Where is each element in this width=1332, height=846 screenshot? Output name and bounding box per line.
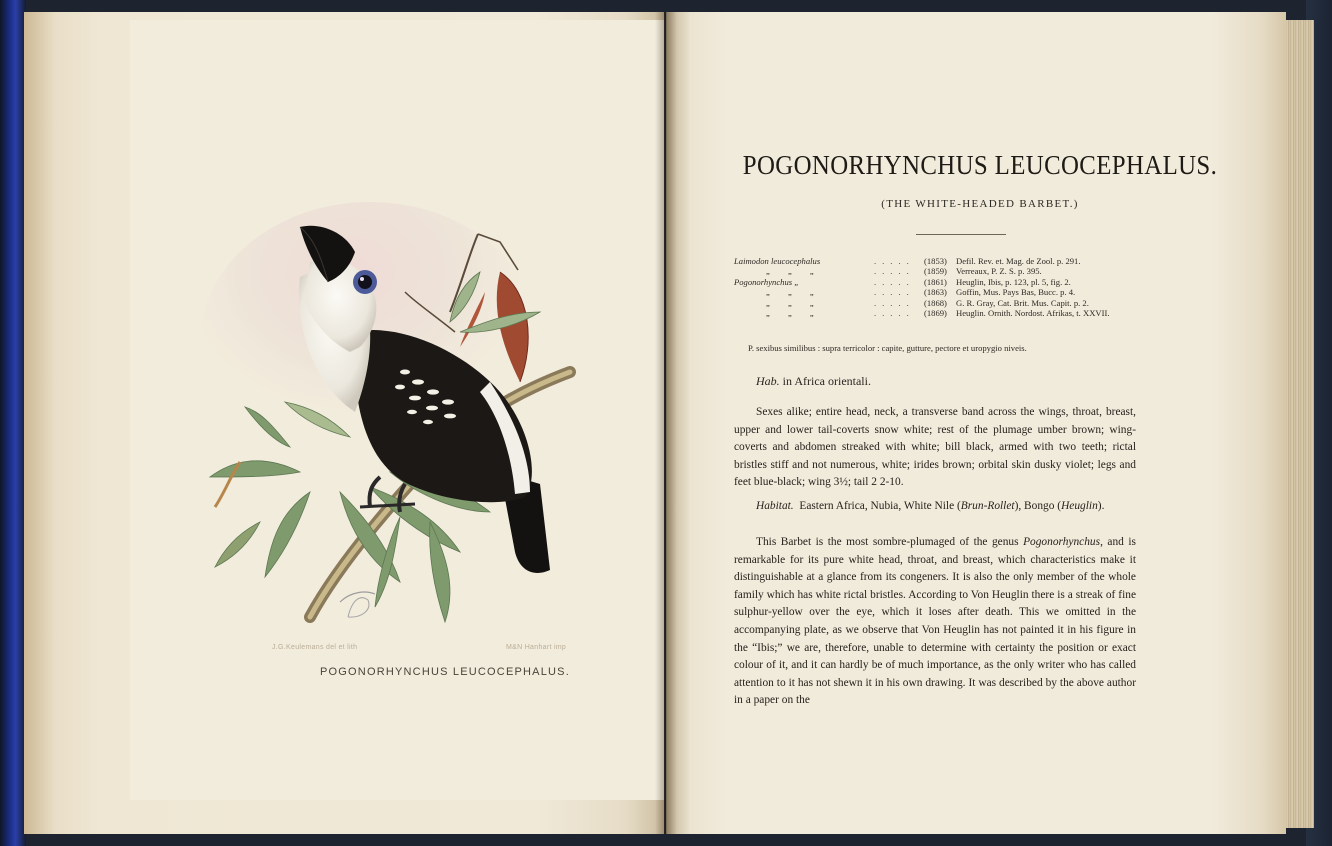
- synonym-name: „ „ „: [766, 266, 822, 277]
- habitat-paragraph: [734, 498, 1136, 516]
- synonym-year: (1859): [924, 266, 947, 277]
- synonym-year: (1869): [924, 307, 947, 318]
- synonym-reference: Goffin, Mus. Pays Bas, Bucc. p. 4.: [956, 287, 1076, 298]
- artist-credit: J.G.Keulemans del et lith: [272, 644, 358, 651]
- synonymy-row: [734, 298, 1154, 308]
- synonymy-row: [734, 256, 1154, 266]
- synonym-name: Pogonorhynchus „: [734, 276, 800, 287]
- synonym-name: „ „ „: [766, 307, 822, 318]
- plate-caption: POGONORHYNCHUS LEUCOCEPHALUS.: [320, 666, 570, 678]
- latin-habitat-label: Hab.: [756, 374, 780, 388]
- habitat-authority-2: Heuglin: [1061, 500, 1098, 512]
- synonym-name: „ „ „: [766, 297, 822, 308]
- synonym-name: Laimodon leucocephalus: [734, 256, 821, 266]
- synonym-name: „ „ „: [766, 287, 822, 298]
- description-paragraph: [734, 404, 1136, 492]
- habitat-authority-1: Brun-Rollet: [960, 500, 1015, 512]
- synonym-reference: Heuglin, Ibis, p. 123, pl. 5, fig. 2.: [956, 276, 1071, 287]
- synonym-reference: Heuglin. Ornith. Nordost. Afrikas, t. XXVII.: [956, 307, 1110, 318]
- species-title: POGONORHYNCHUS LEUCOCEPHALUS.: [742, 150, 1218, 180]
- habitat-label: Habitat.: [756, 500, 794, 512]
- leader-dots: .....: [874, 256, 915, 266]
- leader-dots: .....: [874, 287, 915, 298]
- latin-habitat-text: in Africa orientali.: [782, 374, 871, 388]
- synonym-reference: Defil. Rev. et. Mag. de Zool. p. 291.: [956, 256, 1081, 266]
- page-edges: [1284, 20, 1314, 828]
- discussion-text-b: , and is remarkable for its pure white head, throat, and breast, which characteristics make it distinguishable at a glance from its congeners. It is also the only member of the whole family which has white rictal bristles. According to Von Heuglin there is a streak of fine sulphur-yellow over the eye, which it loses after death. This we omitted in the accompanying plate, as we observe that Von Heuglin has not painted it in his figure in the “Ibis;” we are, therefore, unable to determine with certainty the position or exact colour of it, and it can hardly be of much importance, as the only writer who has called attention to it has not shewn it in his own drawing. It was described by the above author in a paper on the: [734, 536, 1136, 707]
- title-rule: [916, 234, 1006, 235]
- book-cover-left: [0, 0, 26, 846]
- synonym-year: (1863): [924, 287, 947, 298]
- synonymy-list: [734, 256, 1154, 318]
- description-text: Sexes alike; entire head, neck, a transverse band across the wings, throat, breast, upper and lower tail-coverts snow white; rest of the plumage umber brown; wing-coverts and abdomen streaked with white; bill black, armed with two teeth; rictal bristles stiff and not numerous, white; irides brown; orbital skin dusky violet; legs and feet blue-black; wing 3½; tail 2 2-10.: [734, 406, 1136, 489]
- printer-credit: M&N Hanhart imp: [506, 644, 567, 651]
- common-name: (THE WHITE-HEADED BARBET.): [881, 198, 1079, 210]
- synonym-year: (1868): [924, 297, 947, 308]
- synonym-year: (1853): [924, 256, 947, 266]
- habitat-line: [734, 498, 1136, 516]
- synonymy-row: [734, 308, 1154, 318]
- synonymy-row: [734, 287, 1154, 297]
- synonymy-row: [734, 277, 1154, 287]
- synonym-reference: G. R. Gray, Cat. Brit. Mus. Capit. p. 2.: [956, 297, 1089, 308]
- leader-dots: .....: [874, 297, 915, 308]
- habitat-text-c: ).: [1097, 500, 1105, 512]
- discussion-text-a: This Barbet is the most sombre-plumaged of the genus: [756, 536, 1024, 548]
- leader-dots: .....: [874, 266, 915, 277]
- leader-dots: .....: [874, 276, 915, 287]
- discussion-paragraph: [734, 534, 1136, 707]
- book-gutter: [655, 12, 677, 834]
- latin-habitat: [756, 374, 871, 389]
- habitat-text-b: ), Bongo (: [1014, 500, 1062, 512]
- synonymy-row: [734, 266, 1154, 276]
- barbet-illustration: [200, 222, 590, 632]
- synonym-year: (1861): [924, 276, 947, 287]
- habitat-text-a: Eastern Africa, Nubia, White Nile (: [799, 500, 961, 512]
- discussion-genus: Pogonorhynchus: [1023, 536, 1101, 548]
- latin-diagnosis: P. sexibus similibus : supra terricolor : capite, gutture, pectore et uropygio niveis.: [748, 343, 1027, 353]
- synonym-reference: Verreaux, P. Z. S. p. 395.: [956, 266, 1042, 277]
- discussion-text: [734, 534, 1136, 710]
- leader-dots: .....: [874, 307, 915, 318]
